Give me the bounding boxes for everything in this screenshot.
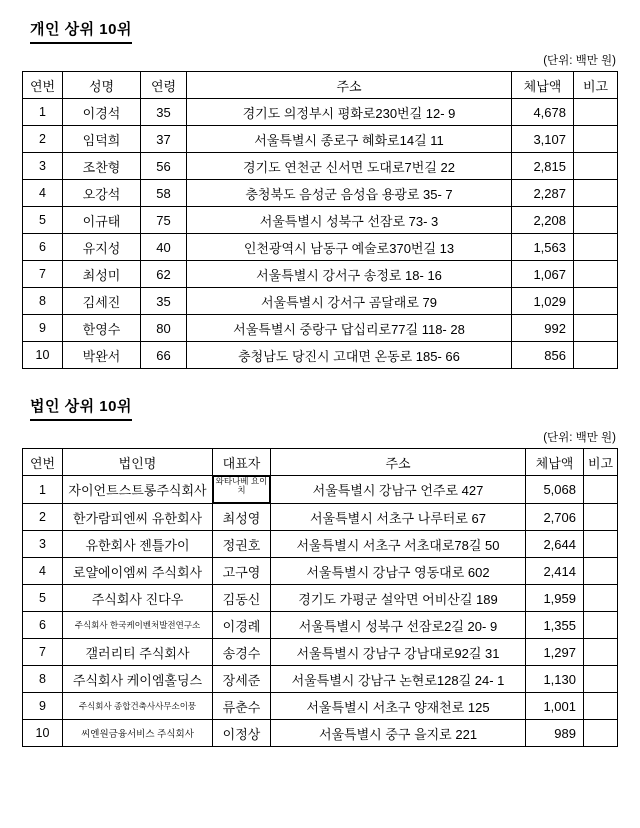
section-title-number: 10 <box>99 398 117 415</box>
cell-remark <box>584 531 618 558</box>
section-title-suffix: 위 <box>116 398 132 415</box>
cell-remark <box>584 612 618 639</box>
cell-corp-name: 로얄에이엠씨 주식회사 <box>63 558 213 585</box>
table-header-row <box>23 449 618 476</box>
table-row <box>23 261 618 288</box>
column-header-amount: 체납액 <box>526 449 584 476</box>
cell-amount: 2,644 <box>526 531 584 558</box>
cell-corp-name: 갤러리티 주식회사 <box>63 639 213 666</box>
cell-address: 인천광역시 남동구 예술로370번길 13 <box>187 234 512 261</box>
cell-amount: 2,414 <box>526 558 584 585</box>
cell-address: 서울특별시 중랑구 답십리로77길 118- 28 <box>187 315 512 342</box>
table-row <box>23 639 618 666</box>
cell-address: 서울특별시 성북구 선잠로 73- 3 <box>187 207 512 234</box>
cell-seq: 6 <box>23 234 63 261</box>
cell-address: 서울특별시 강서구 송정로 18- 16 <box>187 261 512 288</box>
cell-name: 최성미 <box>63 261 141 288</box>
cell-remark <box>584 585 618 612</box>
cell-amount: 2,208 <box>512 207 574 234</box>
cell-age: 35 <box>141 288 187 315</box>
cell-remark <box>584 639 618 666</box>
cell-age: 66 <box>141 342 187 369</box>
cell-amount: 1,563 <box>512 234 574 261</box>
cell-age: 62 <box>141 261 187 288</box>
cell-seq: 6 <box>23 612 63 639</box>
cell-representative: 송경수 <box>213 639 271 666</box>
cell-remark <box>574 261 618 288</box>
section-title-number: 10 <box>99 21 117 38</box>
cell-remark <box>574 342 618 369</box>
section-title-suffix: 위 <box>116 21 132 38</box>
cell-remark <box>584 693 618 720</box>
cell-seq: 9 <box>23 693 63 720</box>
cell-amount: 1,067 <box>512 261 574 288</box>
cell-remark <box>584 666 618 693</box>
cell-corp-name: 한가람피엔씨 유한회사 <box>63 504 213 531</box>
unit-note-corporations: (단위: 백만 원) <box>543 432 616 444</box>
cell-seq: 2 <box>23 504 63 531</box>
cell-age: 80 <box>141 315 187 342</box>
column-header-seq: 연번 <box>23 72 63 99</box>
section-heading-corporations <box>30 395 132 421</box>
cell-representative: 김동신 <box>213 585 271 612</box>
table-row <box>23 315 618 342</box>
cell-age: 58 <box>141 180 187 207</box>
cell-amount: 856 <box>512 342 574 369</box>
section-gap <box>22 373 618 395</box>
cell-address: 서울특별시 성북구 선잠로2길 20- 9 <box>271 612 526 639</box>
cell-remark <box>574 207 618 234</box>
section-individuals <box>22 18 618 369</box>
cell-address: 서울특별시 강남구 강남대로92길 31 <box>271 639 526 666</box>
cell-amount: 3,107 <box>512 126 574 153</box>
table-row <box>23 180 618 207</box>
cell-age: 35 <box>141 99 187 126</box>
table-row <box>23 585 618 612</box>
cell-address: 서울특별시 서초구 서초대로78길 50 <box>271 531 526 558</box>
cell-amount: 989 <box>526 720 584 747</box>
cell-address: 서울특별시 서초구 양재천로 125 <box>271 693 526 720</box>
cell-seq: 3 <box>23 153 63 180</box>
cell-name: 유지성 <box>63 234 141 261</box>
column-header-seq: 연번 <box>23 449 63 476</box>
cell-amount: 1,959 <box>526 585 584 612</box>
cell-remark <box>584 558 618 585</box>
cell-address: 충청북도 음성군 음성읍 용광로 35- 7 <box>187 180 512 207</box>
table-row <box>23 504 618 531</box>
cell-seq: 10 <box>23 720 63 747</box>
cell-name: 김세진 <box>63 288 141 315</box>
cell-name: 오강석 <box>63 180 141 207</box>
column-header-representative: 대표자 <box>213 449 271 476</box>
cell-address: 충청남도 당진시 고대면 온동로 185- 66 <box>187 342 512 369</box>
cell-amount: 1,297 <box>526 639 584 666</box>
cell-remark <box>584 720 618 747</box>
column-header-address: 주소 <box>271 449 526 476</box>
cell-amount: 1,001 <box>526 693 584 720</box>
cell-corp-name: 주식회사 진다우 <box>63 585 213 612</box>
cell-representative: 고구영 <box>213 558 271 585</box>
section-title-text <box>30 21 132 38</box>
table-row <box>23 99 618 126</box>
table-row <box>23 234 618 261</box>
cell-seq: 4 <box>23 180 63 207</box>
cell-amount: 1,029 <box>512 288 574 315</box>
table-row <box>23 666 618 693</box>
cell-name: 한영수 <box>63 315 141 342</box>
cell-amount: 1,355 <box>526 612 584 639</box>
cell-amount: 2,287 <box>512 180 574 207</box>
cell-seq: 3 <box>23 531 63 558</box>
cell-corp-name: 주식회사 종합건축사사무소이뭉 <box>63 693 213 720</box>
table-row <box>23 558 618 585</box>
cell-age: 56 <box>141 153 187 180</box>
section-corporations <box>22 395 618 747</box>
section-title-text <box>30 398 132 415</box>
cell-amount: 2,815 <box>512 153 574 180</box>
cell-representative: 이정상 <box>213 720 271 747</box>
table-individuals <box>22 71 618 369</box>
cell-corp-name: 씨엔원금융서비스 주식회사 <box>63 720 213 747</box>
cell-age: 40 <box>141 234 187 261</box>
table-row <box>23 153 618 180</box>
column-header-remark: 비고 <box>574 72 618 99</box>
table-row <box>23 612 618 639</box>
cell-amount: 992 <box>512 315 574 342</box>
cell-seq: 7 <box>23 639 63 666</box>
cell-representative: 류춘수 <box>213 693 271 720</box>
cell-remark <box>574 288 618 315</box>
unit-note-individuals: (단위: 백만 원) <box>543 55 616 67</box>
cell-corp-name: 유한회사 젠틀가이 <box>63 531 213 558</box>
cell-address: 경기도 의정부시 평화로230번길 12- 9 <box>187 99 512 126</box>
cell-seq: 1 <box>23 476 63 504</box>
cell-name: 이경석 <box>63 99 141 126</box>
cell-remark <box>574 234 618 261</box>
cell-remark <box>584 476 618 504</box>
cell-seq: 4 <box>23 558 63 585</box>
cell-remark <box>574 126 618 153</box>
table-row <box>23 342 618 369</box>
cell-amount: 2,706 <box>526 504 584 531</box>
cell-remark <box>574 99 618 126</box>
cell-name: 임덕희 <box>63 126 141 153</box>
cell-name: 이규태 <box>63 207 141 234</box>
cell-amount: 4,678 <box>512 99 574 126</box>
cell-address: 서울특별시 강서구 곰달래로 79 <box>187 288 512 315</box>
cell-remark <box>584 504 618 531</box>
column-header-corp-name: 법인명 <box>63 449 213 476</box>
cell-address: 경기도 연천군 신서면 도대로7번길 22 <box>187 153 512 180</box>
cell-seq: 5 <box>23 585 63 612</box>
cell-corp-name: 자이언트스트롱주식회사 <box>63 476 213 504</box>
cell-age: 37 <box>141 126 187 153</box>
cell-name: 조찬형 <box>63 153 141 180</box>
cell-corp-name: 주식회사 한국케이벤처발전연구소 <box>63 612 213 639</box>
cell-remark <box>574 315 618 342</box>
cell-corp-name: 주식회사 케이엠홀딩스 <box>63 666 213 693</box>
cell-seq: 8 <box>23 666 63 693</box>
column-header-age: 연령 <box>141 72 187 99</box>
cell-seq: 9 <box>23 315 63 342</box>
table-row <box>23 693 618 720</box>
table-row <box>23 207 618 234</box>
cell-address: 서울특별시 중구 을지로 221 <box>271 720 526 747</box>
table-row <box>23 720 618 747</box>
cell-remark <box>574 180 618 207</box>
column-header-amount: 체납액 <box>512 72 574 99</box>
cell-remark <box>574 153 618 180</box>
cell-amount: 5,068 <box>526 476 584 504</box>
cell-seq: 5 <box>23 207 63 234</box>
table-corporations <box>22 448 618 747</box>
cell-representative: 정권호 <box>213 531 271 558</box>
section-heading-individuals <box>30 18 132 44</box>
cell-seq: 8 <box>23 288 63 315</box>
column-header-remark: 비고 <box>584 449 618 476</box>
cell-representative: 최성영 <box>213 504 271 531</box>
table-row <box>23 288 618 315</box>
cell-address: 서울특별시 강남구 영동대로 602 <box>271 558 526 585</box>
cell-address: 경기도 가평군 설악면 어비산길 189 <box>271 585 526 612</box>
column-header-address: 주소 <box>187 72 512 99</box>
cell-address: 서울특별시 강남구 언주로 427 <box>271 476 526 504</box>
section-title-prefix: 법인 상위 <box>30 398 100 415</box>
table-row <box>23 126 618 153</box>
cell-amount: 1,130 <box>526 666 584 693</box>
cell-age: 75 <box>141 207 187 234</box>
cell-address: 서울특별시 종로구 혜화로14길 11 <box>187 126 512 153</box>
table-row <box>23 476 618 504</box>
cell-representative: 이경례 <box>213 612 271 639</box>
table-header-row <box>23 72 618 99</box>
cell-representative: 와타나베 요이치 <box>213 476 270 503</box>
cell-address: 서울특별시 강남구 논현로128길 24- 1 <box>271 666 526 693</box>
cell-address: 서울특별시 서초구 나루터로 67 <box>271 504 526 531</box>
cell-name: 박완서 <box>63 342 141 369</box>
cell-seq: 2 <box>23 126 63 153</box>
cell-representative: 장세준 <box>213 666 271 693</box>
column-header-name: 성명 <box>63 72 141 99</box>
cell-seq: 7 <box>23 261 63 288</box>
section-title-prefix: 개인 상위 <box>30 21 100 38</box>
cell-seq: 10 <box>23 342 63 369</box>
table-row <box>23 531 618 558</box>
cell-seq: 1 <box>23 99 63 126</box>
